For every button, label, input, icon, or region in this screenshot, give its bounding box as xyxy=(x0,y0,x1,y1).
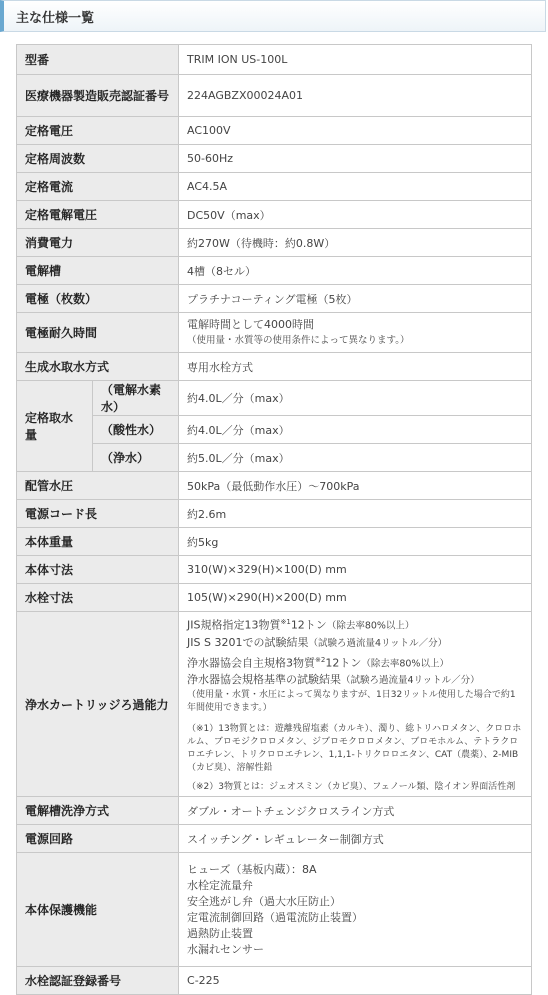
table-row xyxy=(17,229,532,257)
protection-item: 水漏れセンサー xyxy=(187,942,265,956)
row-label: 電解槽 xyxy=(17,257,179,285)
protection-item: ヒューズ（基板内蔵）：8A xyxy=(187,862,317,876)
row-label: 電極（枚数） xyxy=(17,285,179,313)
table-row xyxy=(17,45,532,75)
filter-text: JIS規格指定13物質 xyxy=(187,618,281,632)
filter-text: 浄水器協会規格基準の試験結果 xyxy=(187,673,342,687)
flow-value: 約5.0L／分（max） xyxy=(179,444,532,472)
spec-table xyxy=(16,44,532,995)
row-value: 50-60Hz xyxy=(179,145,532,173)
row-value: 310(W)×329(H)×100(D) mm xyxy=(179,556,532,584)
row-value: AC4.5A xyxy=(179,173,532,201)
table-row xyxy=(17,853,532,967)
flow-sub-label: （酸性水） xyxy=(93,416,179,444)
row-label: 消費電力 xyxy=(17,229,179,257)
protection-item: 水栓定流量弁 xyxy=(187,878,254,892)
table-row xyxy=(17,556,532,584)
table-row xyxy=(17,967,532,995)
table-row xyxy=(17,117,532,145)
row-label: 電極耐久時間 xyxy=(17,313,179,353)
table-row xyxy=(17,528,532,556)
row-label: 浄水カートリッジろ過能力 xyxy=(17,612,179,797)
row-value: C-225 xyxy=(179,967,532,995)
table-row xyxy=(17,313,532,353)
table-row xyxy=(17,201,532,229)
row-label: 定格電解電圧 xyxy=(17,201,179,229)
row-value: ダブル・オートチェンジクロスライン方式 xyxy=(179,797,532,825)
filter-note: （除去率80%以上） xyxy=(361,658,449,670)
table-row xyxy=(17,381,532,416)
row-value: 4槽（8セル） xyxy=(179,257,532,285)
row-label: 本体重量 xyxy=(17,528,179,556)
table-row xyxy=(17,173,532,201)
row-label: 配管水圧 xyxy=(17,472,179,500)
row-label: 定格周波数 xyxy=(17,145,179,173)
row-value xyxy=(179,313,532,353)
filter-text: 浄水器協会自主規格3物質 xyxy=(187,656,316,670)
flow-value: 約4.0L／分（max） xyxy=(179,416,532,444)
row-value: 50kPa（最低動作水圧）〜700kPa xyxy=(179,472,532,500)
flow-label: 定格取水量 xyxy=(17,381,93,472)
row-value: 約5kg xyxy=(179,528,532,556)
table-row xyxy=(17,444,532,472)
protection-item: 過熱防止装置 xyxy=(187,926,254,940)
row-value: スイッチング・レギュレーター制御方式 xyxy=(179,825,532,853)
table-row xyxy=(17,75,532,117)
row-label: 電源回路 xyxy=(17,825,179,853)
row-value: 約2.6m xyxy=(179,500,532,528)
row-label: 医療機器製造販売認証番号 xyxy=(17,75,179,117)
table-row xyxy=(17,584,532,612)
filter-usage-note: （使用量・水質・水圧によって異なりますが、1日32リットル使用した場合で約1年間使用できます。） xyxy=(187,690,516,714)
protection-item: 定電流制御回路（過電流防止装置） xyxy=(187,910,364,924)
table-row xyxy=(17,257,532,285)
filter-note: （試験ろ過流量4リットル／分） xyxy=(341,675,480,687)
filter-note: （除去率80%以上） xyxy=(326,620,415,632)
row-value: プラチナコーティング電極（5枚） xyxy=(179,285,532,313)
row-label: 型番 xyxy=(17,45,179,75)
row-label: 生成水取水方式 xyxy=(17,353,179,381)
row-label: 定格電流 xyxy=(17,173,179,201)
filter-text: 12トン xyxy=(325,656,362,670)
table-row xyxy=(17,353,532,381)
row-value: 約270W（待機時：約0.8W） xyxy=(179,229,532,257)
filter-note: （試験ろ過流量4リットル／分） xyxy=(308,637,448,649)
footnote-2: （※2）3物質とは：ジェオスミン（カビ臭）、フェノール類、陰イオン界面活性剤 xyxy=(187,782,516,793)
filter-line xyxy=(187,635,523,652)
table-row xyxy=(17,797,532,825)
row-value: 105(W)×290(H)×200(D) mm xyxy=(179,584,532,612)
table-row xyxy=(17,500,532,528)
row-value: DC50V（max） xyxy=(179,201,532,229)
filter-text: 12トン xyxy=(290,618,327,632)
row-value-note: （使用量・水質等の使用条件によって異なります。） xyxy=(187,334,410,346)
row-value: AC100V xyxy=(179,117,532,145)
row-label: 電源コード長 xyxy=(17,500,179,528)
table-row xyxy=(17,416,532,444)
filter-value xyxy=(179,612,532,797)
filter-line xyxy=(187,672,523,689)
row-value: 224AGBZX00024A01 xyxy=(179,75,532,117)
flow-value: 約4.0L／分（max） xyxy=(179,381,532,416)
row-label: 本体保護機能 xyxy=(17,853,179,967)
row-label: 電解槽洗浄方式 xyxy=(17,797,179,825)
row-value-main: 電解時間として4000時間 xyxy=(187,317,315,331)
section-header xyxy=(0,0,546,32)
row-label: 本体寸法 xyxy=(17,556,179,584)
row-value: 専用水栓方式 xyxy=(179,353,532,381)
filter-line xyxy=(187,652,523,673)
table-row xyxy=(17,825,532,853)
row-value: TRIM ION US-100L xyxy=(179,45,532,75)
flow-sub-label: （電解水素水） xyxy=(93,381,179,416)
row-label: 定格電圧 xyxy=(17,117,179,145)
row-label: 水栓寸法 xyxy=(17,584,179,612)
protection-list xyxy=(179,853,532,967)
footnote-1: （※1）13物質とは：遊離残留塩素（カルキ）、濁り、総トリハロメタン、クロロホルム、ブロモジクロロメタン、ジブロモクロロメタン、ブロモホルム、テトラクロロエチレン、トリクロロエチレン、1,1,1-トリクロロエタン、CAT（農薬）、2-MIB（カビ臭）、溶解性鉛 xyxy=(187,724,522,774)
filter-line xyxy=(187,614,523,635)
flow-sub-label: （浄水） xyxy=(93,444,179,472)
protection-item: 安全逃がし弁（過大水圧防止） xyxy=(187,894,342,908)
filter-text: JIS S 3201での試験結果 xyxy=(187,635,309,649)
section-title: 主な仕様一覧 xyxy=(16,11,95,26)
row-label: 水栓認証登録番号 xyxy=(17,967,179,995)
footnote-mark: ※1 xyxy=(280,618,291,626)
footnote-mark: ※2 xyxy=(315,655,326,664)
table-row xyxy=(17,472,532,500)
table-row xyxy=(17,285,532,313)
table-row xyxy=(17,145,532,173)
table-row xyxy=(17,612,532,797)
